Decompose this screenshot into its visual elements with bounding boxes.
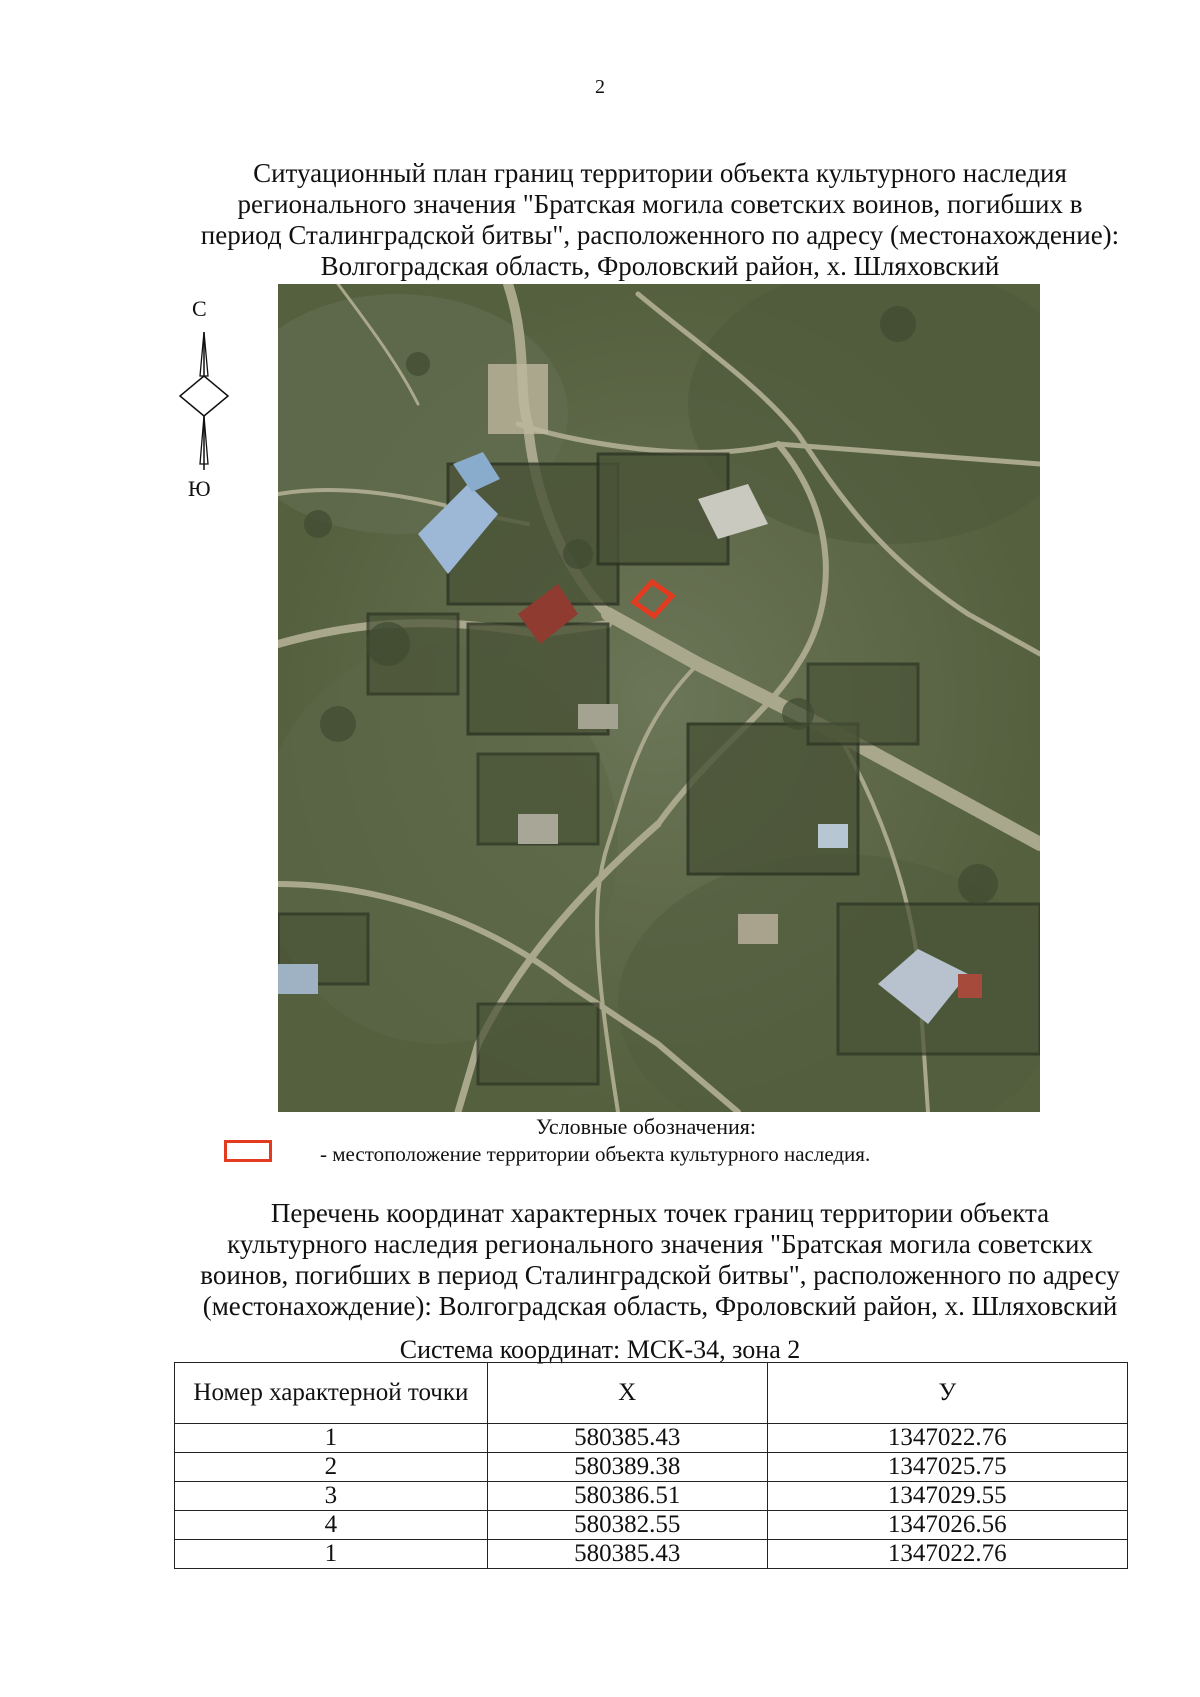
list-title-line: воинов, погибших в период Сталинградской битвы", расположенного по адресу [200,1260,1120,1290]
table-row [175,1424,1128,1453]
table-row [175,1540,1128,1569]
cell-x: 580385.43 [487,1424,767,1453]
table-row [175,1482,1128,1511]
cell-x: 580385.43 [487,1540,767,1569]
table-header-row [175,1363,1128,1424]
cell-y: 1347022.76 [767,1540,1127,1569]
plan-title-line: период Сталинградской битвы", расположенного по адресу (местонахождение): [200,220,1120,250]
compass-north-label: С [192,296,207,321]
cell-y: 1347022.76 [767,1424,1127,1453]
table-row [175,1453,1128,1482]
cell-y: 1347025.75 [767,1453,1127,1482]
coordinates-table [174,1362,1128,1569]
plan-title [160,158,1160,282]
header-y: У [767,1363,1127,1424]
satellite-map-image [278,284,1040,1112]
coordinate-system-caption: Система координат: МСК-34, зона 2 [399,1335,801,1364]
cell-x: 580389.38 [487,1453,767,1482]
legend-title: Условные обозначения: [536,1114,757,1139]
cell-x: 580386.51 [487,1482,767,1511]
coordinates-list-title [160,1198,1160,1322]
page-number: 2 [595,76,605,98]
legend-marker-icon [224,1140,272,1162]
compass-south-label: Ю [188,476,211,501]
cell-point: 4 [175,1511,488,1540]
plan-title-line: Ситуационный план границ территории объекта культурного наследия [253,158,1067,188]
plan-title-line: регионального значения "Братская могила советских воинов, погибших в [237,189,1083,219]
cell-point: 1 [175,1424,488,1453]
cell-point: 2 [175,1453,488,1482]
compass-arrow-icon [176,296,232,496]
cell-point: 3 [175,1482,488,1511]
header-point-number: Номер характерной точки [175,1363,488,1424]
list-title-line: (местонахождение): Волгоградская область, Фроловский район, х. Шляховский [202,1291,1118,1321]
cell-x: 580382.55 [487,1511,767,1540]
cell-point: 1 [175,1540,488,1569]
cell-y: 1347026.56 [767,1511,1127,1540]
list-title-line: культурного наследия регионального значения "Братская могила советских [227,1229,1093,1259]
cell-y: 1347029.55 [767,1482,1127,1511]
legend-item-text: - местоположение территории объекта культурного наследия. [320,1142,871,1166]
table-row [175,1511,1128,1540]
header-x: X [487,1363,767,1424]
list-title-line: Перечень координат характерных точек границ территории объекта [270,1198,1050,1228]
plan-title-line: Волгоградская область, Фроловский район, х. Шляховский [320,251,1000,281]
satellite-map [278,284,1040,1112]
